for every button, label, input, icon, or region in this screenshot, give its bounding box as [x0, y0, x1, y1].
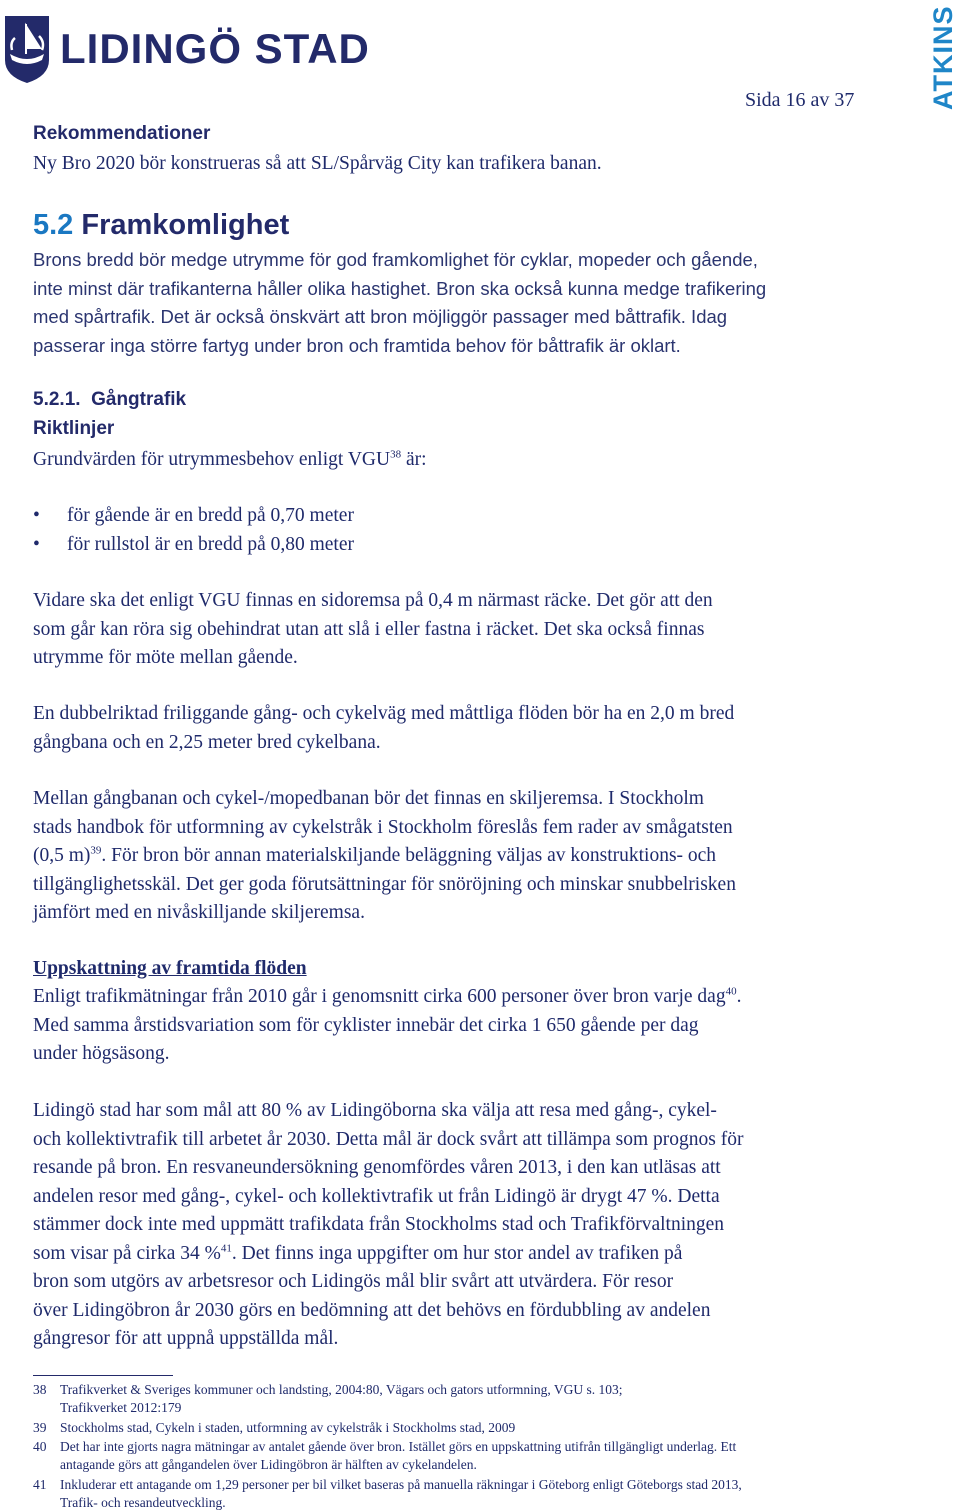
- footnote-ref: 39: [90, 844, 102, 857]
- paragraph: [33, 785, 873, 928]
- viking-ship-crest-icon: [2, 14, 52, 84]
- paragraph: [33, 983, 873, 1069]
- footnote-text-line: Inkluderar ett antagande om 1,29 personer per bil vilket baseras på manuella räkningar i Göteborg enligt Göteborgs stad 2013,: [60, 1477, 742, 1492]
- bullet-icon: •: [33, 505, 40, 526]
- text-span: Enligt trafikmätningar från 2010 går i genomsnitt cirka 600 personer över bron varje dag: [33, 986, 726, 1007]
- footnote-text-line: antagande görs att gångandelen över Lidingöbron är hälften av cykelandelen.: [60, 1457, 477, 1472]
- footnote: [33, 1419, 913, 1437]
- footnote-ref: 41: [220, 1242, 232, 1254]
- footnote-text-line: Trafik- och resandeutveckling.: [60, 1495, 226, 1510]
- recommendation-heading: Rekommendationer: [33, 123, 211, 144]
- text-line: En dubbelriktad friliggande gång- och cykelväg med måttliga flöden bör ha en 2,0 m bred: [33, 703, 735, 724]
- footnote-number: 41: [33, 1477, 47, 1492]
- section-title: Framkomlighet: [81, 209, 290, 241]
- footnote-number: 40: [33, 1439, 47, 1454]
- list-item: [33, 502, 354, 531]
- lidingo-stad-logo: [2, 14, 370, 84]
- text-line: jämfört med en nivåskilljande skiljeremsa.: [33, 902, 365, 923]
- section-heading: [33, 209, 289, 242]
- atkins-brand-text: ATKINS: [928, 5, 958, 110]
- footnote-text-line: Stockholms stad, Cykeln i staden, utformning av cykelstråk i Stockholms stad, 2009: [60, 1420, 516, 1435]
- footnote-number: 39: [33, 1420, 47, 1435]
- text-line: som går kan röra sig obehindrat utan att slå i eller fastna i räcket. Det ska också finnas: [33, 618, 705, 640]
- footnote-text-line: Trafikverket 2012:179: [60, 1400, 182, 1415]
- list-item-text: för rullstol är en bredd på 0,80 meter: [67, 533, 354, 555]
- flow-heading-wrap: [33, 955, 873, 984]
- text-line: över Lidingöbron år 2030 görs en bedömning att det behövs en fördubbling av andelen: [33, 1299, 711, 1321]
- text-span: . För bron bör annan materialskiljande beläggning väljas av konstruktions- och: [101, 845, 717, 866]
- text-line: [33, 1240, 873, 1269]
- text-line: Med samma årstidsvariation som för cyklister innebär det cirka 1 650 gående per dag: [33, 1014, 699, 1036]
- page-number: Sida 16 av 37: [745, 89, 855, 111]
- text-line: Vidare ska det enligt VGU finnas en sidoremsa på 0,4 m närmast räcke. Det gör att den: [33, 590, 713, 611]
- text-line: passerar inga större fartyg under bron och framtida behov för båttrafik är oklart.: [33, 334, 681, 356]
- footnote-divider: [33, 1375, 173, 1376]
- text-span: .: [736, 986, 742, 1007]
- text-line: Mellan gångbanan och cykel-/mopedbanan bör det finnas en skiljeremsa. I Stockholm: [33, 788, 704, 809]
- footnote-number: 38: [33, 1382, 47, 1397]
- text-line: tillgänglighetsskäl. Det ger goda förutsättningar för snöröjning och minskar snubbelrisken: [33, 873, 736, 895]
- text-line: [33, 983, 873, 1012]
- bullet-icon: •: [33, 533, 40, 555]
- text-line: gångresor för att uppnå uppställda mål.: [33, 1328, 339, 1349]
- guidelines-label: Riktlinjer: [33, 418, 115, 439]
- subsection-heading: [33, 389, 186, 411]
- text-line: resande på bron. En resvaneundersökning genomfördes våren 2013, i den kan utläsas att: [33, 1157, 721, 1178]
- text-span: (0,5 m): [33, 845, 91, 866]
- subsection-title: Gångtrafik: [91, 389, 187, 410]
- text-line: utrymme för möte mellan gående.: [33, 647, 298, 668]
- text-line: Brons bredd bör medge utrymme för god framkomlighet för cyklar, mopeder och gående,: [33, 249, 758, 270]
- footnote-ref: 40: [725, 985, 737, 998]
- text-line: med spårtrafik. Det är också önskvärt att bron möjliggör passager med båttrafik. Idag: [33, 306, 728, 327]
- text-line: under högsäsong.: [33, 1043, 170, 1064]
- recommendation-text: Ny Bro 2020 bör konstrueras så att SL/Spårväg City kan trafikera banan.: [33, 153, 602, 174]
- list-item: [33, 531, 354, 560]
- paragraph: [33, 700, 873, 757]
- footnote-ref: 38: [390, 448, 402, 461]
- list-item-text: för gående är en bredd på 0,70 meter: [67, 505, 354, 526]
- footnote-text-line: Det har inte gjorts nagra mätningar av antalet gående över bron. Istället görs en uppskattning utifrån tillgängligt underlag. Ett: [60, 1439, 737, 1454]
- section-number: 5.2: [33, 209, 74, 241]
- text-span: som visar på cirka 34 %: [33, 1242, 221, 1264]
- text-line: inte minst där trafikanterna håller olika hastighet. Bron ska också kunna medge trafikering: [33, 277, 767, 299]
- text-line: gångbana och en 2,25 meter bred cykelbana.: [33, 731, 381, 753]
- paragraph: [33, 587, 873, 673]
- paragraph: [33, 1097, 873, 1354]
- section-paragraph: [33, 246, 873, 360]
- flow-heading: Uppskattning av framtida flöden: [33, 958, 307, 979]
- text-line: stads handbok för utformning av cykelstråk i Stockholm föreslås fem rader av smågatsten: [33, 816, 733, 838]
- guidelines-intro: [33, 446, 873, 475]
- footnote: [33, 1438, 913, 1474]
- logo-wordmark: LIDINGÖ STAD: [60, 25, 370, 72]
- text-line: bron som utgörs av arbetsresor och Lidingös mål blir svårt att utvärdera. För resor: [33, 1271, 674, 1292]
- footnote: [33, 1476, 913, 1512]
- text-line: stämmer dock inte med uppmätt trafikdata från Stockholms stad och Trafikförvaltningen: [33, 1214, 725, 1235]
- intro-end-text: är:: [401, 449, 427, 470]
- text-line: andelen resor med gång-, cykel- och kollektivtrafik ut från Lidingö är drygt 47 %. Detta: [33, 1185, 720, 1207]
- text-line: och kollektivtrafik till arbetet år 2030. Detta mål är dock svårt att tillämpa som prognos för: [33, 1128, 744, 1150]
- footnote-text-line: Trafikverket & Sveriges kommuner och landsting, 2004:80, Vägars och gators utformning, VGU s. 103;: [60, 1382, 623, 1397]
- intro-text: Grundvärden för utrymmesbehov enligt VGU: [33, 449, 391, 470]
- text-span: . Det finns inga uppgifter om hur stor andel av trafiken på: [231, 1242, 683, 1264]
- width-bullet-list: [33, 502, 354, 559]
- footnote: [33, 1381, 913, 1417]
- text-line: [33, 842, 873, 871]
- subsection-number: 5.2.1.: [33, 389, 81, 410]
- text-line: Lidingö stad har som mål att 80 % av Lidingöborna ska välja att resa med gång-, cykel-: [33, 1100, 717, 1121]
